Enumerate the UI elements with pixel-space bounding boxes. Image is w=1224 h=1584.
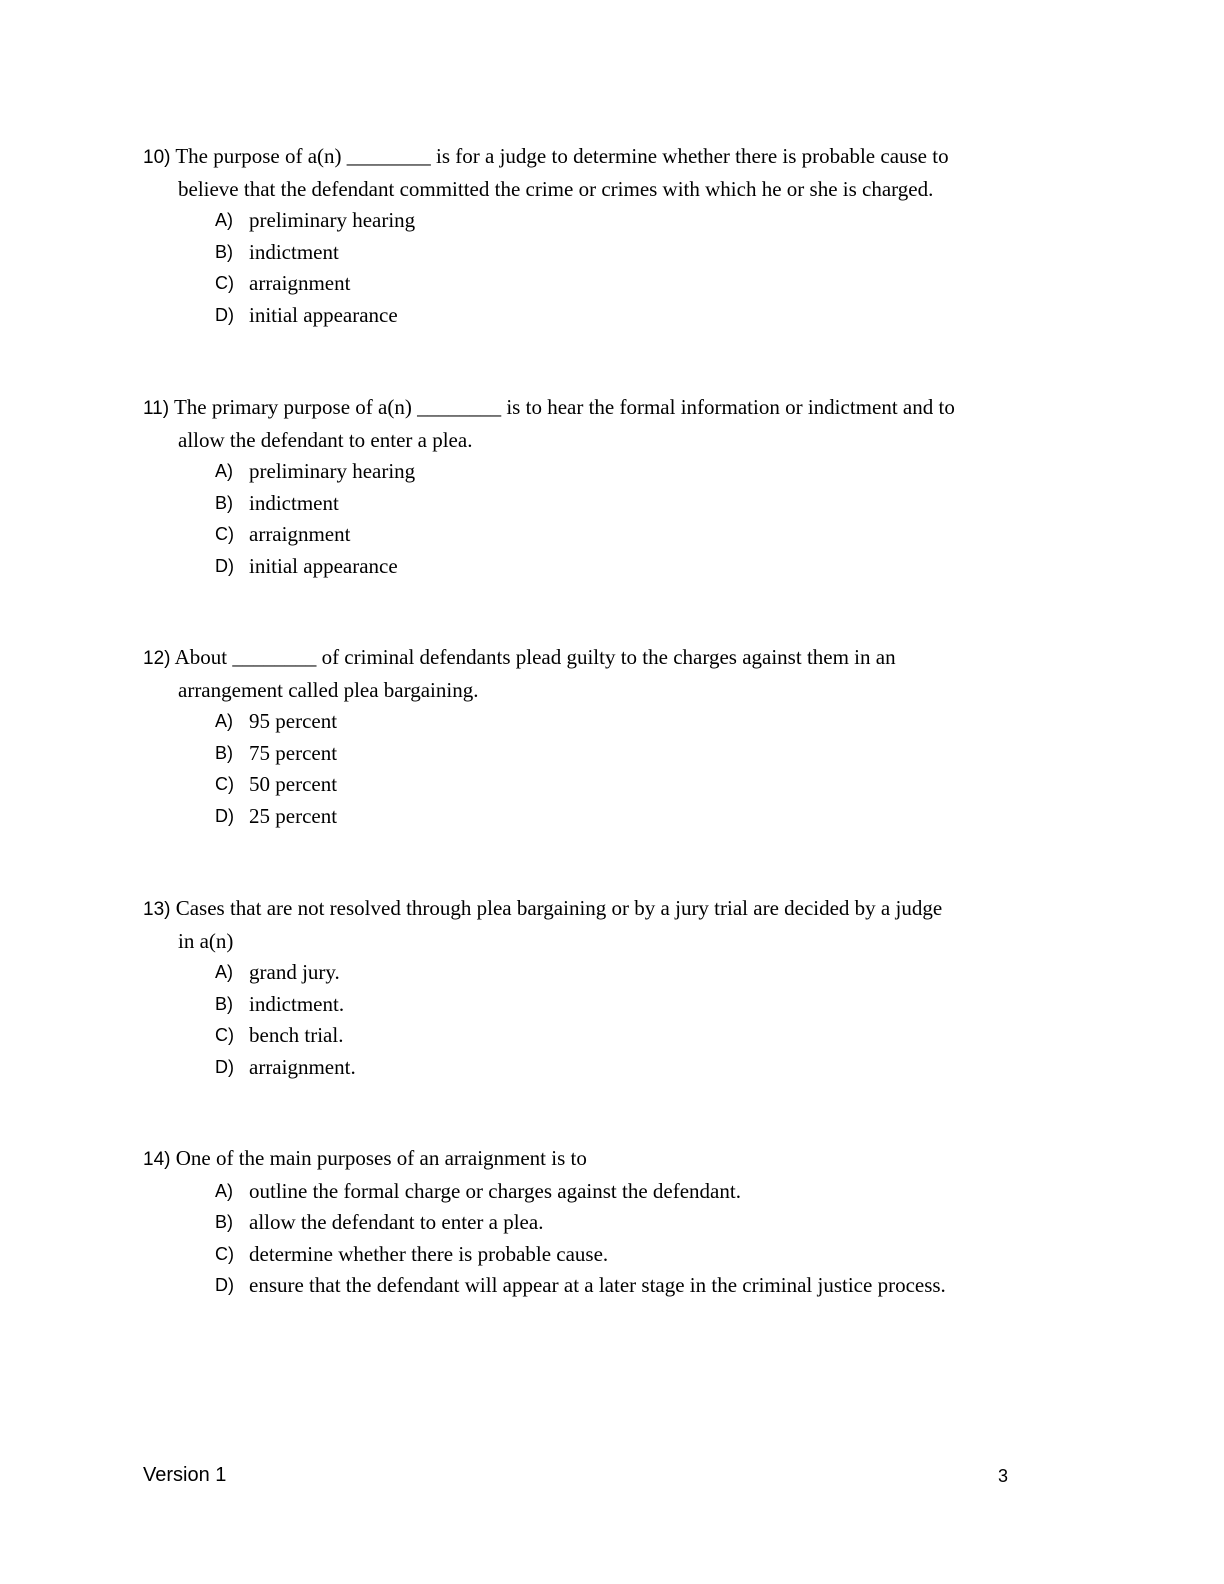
question-stem [143,642,1083,675]
choice-text: arraignment [249,522,351,546]
choice-letter: A) [215,1180,233,1201]
answer-choice-c [143,1020,1083,1052]
answer-choice-c [143,519,1083,551]
question-13 [143,893,1083,1083]
question-number: 13) [143,899,171,920]
footer-page-number: 3 [998,1466,1009,1486]
choice-text: preliminary hearing [249,459,416,483]
choice-text: determine whether there is probable cause. [249,1241,609,1266]
question-stem-line-1: The primary purpose of a(n) ________ is to hear the formal information or indictment and to [173,395,955,419]
question-number: 12) [143,648,171,669]
answer-choice-b [143,989,1083,1021]
answer-choice-d [143,551,1083,583]
answer-choice-a [143,456,1083,488]
question-stem-line-1: Cases that are not resolved through plea bargaining or by a jury trial are decided by a judge [175,896,943,920]
choice-letter: A) [215,210,233,230]
answer-choice-c [143,769,1083,801]
choice-text: arraignment. [249,1054,356,1079]
question-stem-line-2: in a(n) [178,928,234,953]
choice-text: indictment. [249,991,345,1016]
choice-letter: C) [215,1243,234,1264]
choice-letter: D) [215,555,234,576]
question-11 [143,392,1083,582]
question-stem-line-1: One of the main purposes of an arraignment is to [175,1146,587,1170]
question-14 [143,1143,1083,1302]
question-stem [143,893,1083,926]
answer-choice-d [143,801,1083,833]
choice-text: grand jury. [249,960,340,984]
question-stem-line-2: allow the defendant to enter a plea. [178,427,473,452]
choice-text: initial appearance [249,302,398,327]
choice-letter: D) [215,1056,234,1077]
question-stem-line-1: The purpose of a(n) ________ is for a judge to determine whether there is probable cause to [175,144,949,168]
choice-text: 95 percent [249,709,338,733]
answer-choice-b [143,738,1083,770]
question-stem-line-2: believe that the defendant committed the crime or crimes with which he or she is charged. [178,176,934,201]
choice-text: arraignment [249,271,351,295]
choice-text: ensure that the defendant will appear at a later stage in the criminal justice process. [249,1273,946,1297]
choice-letter: D) [215,304,234,325]
answer-choice-a [143,1176,1083,1208]
choice-text: 25 percent [249,803,338,828]
answer-choice-d [143,1270,1083,1302]
answer-choice-a [143,706,1083,738]
choice-text: indictment [249,239,339,264]
answer-choice-b [143,237,1083,269]
choice-letter: A) [215,711,233,731]
choice-letter: A) [215,461,233,481]
question-12 [143,642,1083,832]
choice-text: allow the defendant to enter a plea. [249,1210,544,1234]
choice-letter: C) [215,524,234,544]
choice-letter: C) [215,1025,234,1045]
question-number: 11) [143,398,170,419]
footer-version-label: Version 1 [143,1464,227,1486]
choice-text: indictment [249,490,339,515]
choice-letter: B) [215,993,233,1014]
choice-letter: C) [215,273,234,293]
answer-choice-b [143,1207,1083,1239]
answer-choice-a [143,205,1083,237]
choice-text: 50 percent [249,772,338,796]
choice-letter: B) [215,742,233,763]
question-stem-line-2: arrangement called plea bargaining. [178,677,479,702]
answer-choice-c [143,1239,1083,1271]
answer-choice-c [143,268,1083,300]
choice-letter: B) [215,241,233,262]
choice-letter: A) [215,962,233,982]
choice-letter: D) [215,1275,234,1295]
question-stem [143,392,1083,425]
answer-choice-a [143,957,1083,989]
answer-choice-d [143,1052,1083,1084]
choice-letter: D) [215,805,234,826]
choice-letter: B) [215,492,233,513]
question-stem [143,1143,1083,1176]
choice-text: preliminary hearing [249,208,416,232]
question-10 [143,141,1083,331]
choice-letter: B) [215,1212,233,1232]
answer-choice-d [143,300,1083,332]
choice-text: initial appearance [249,553,398,578]
question-stem [143,141,1083,174]
question-stem-line-1: About ________ of criminal defendants plead guilty to the charges against them in an [174,645,896,669]
question-number: 14) [143,1149,171,1170]
choice-text: bench trial. [249,1023,344,1047]
answer-choice-b [143,488,1083,520]
choice-text: 75 percent [249,740,338,765]
choice-letter: C) [215,774,234,794]
choice-text: outline the formal charge or charges against the defendant. [249,1178,741,1203]
question-number: 10) [143,147,171,168]
